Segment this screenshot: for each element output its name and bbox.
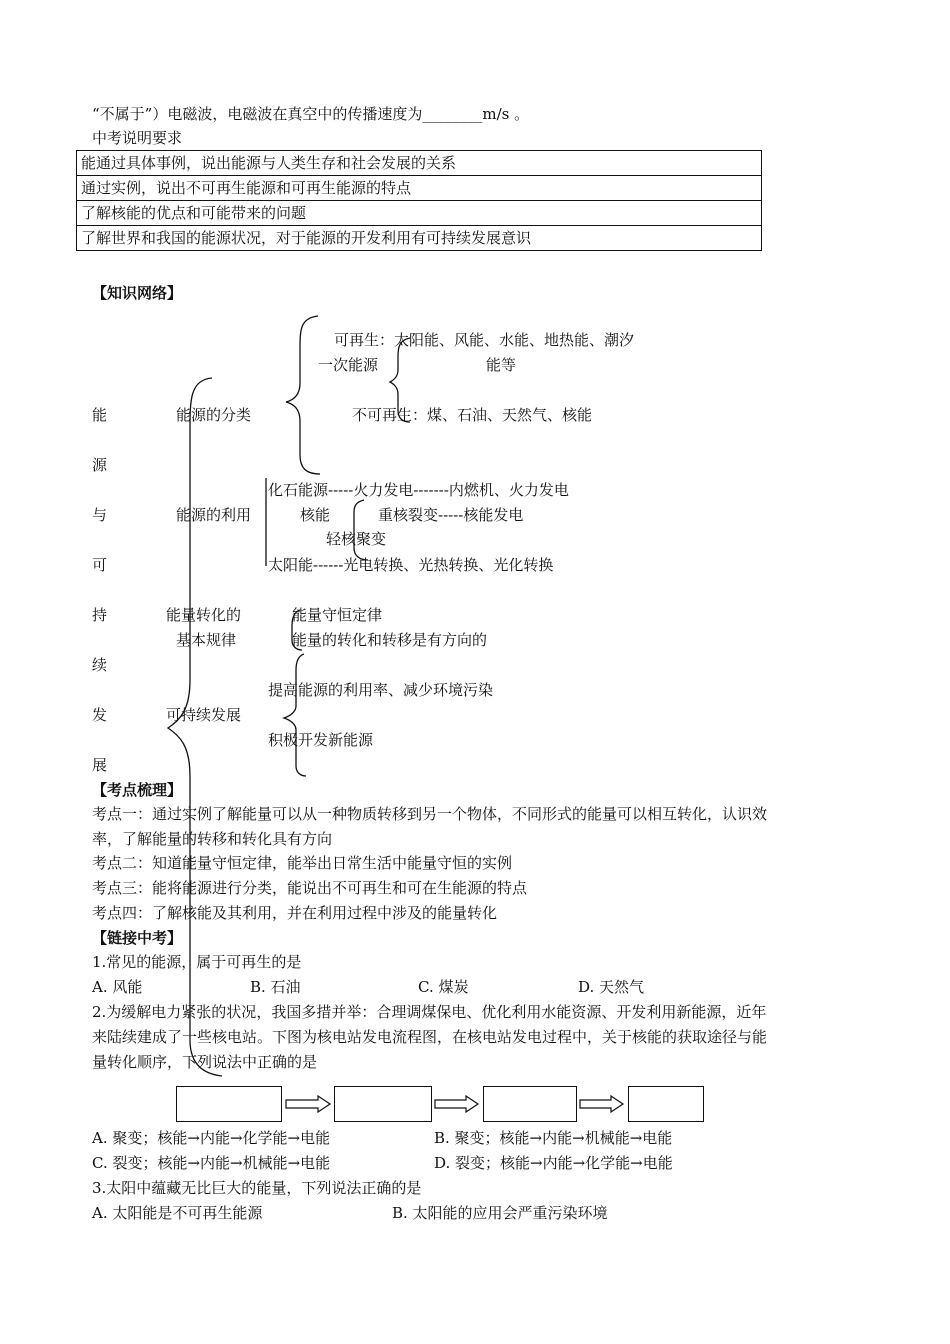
exam-link-heading: 【链接中考】 [92,929,183,947]
flow-arrow [435,1096,478,1112]
node-classification: 能源的分类 [176,406,252,424]
q2-option-d: D. 裂变；核能→内能→化学能→电能 [434,1154,673,1172]
q2-option-a: A. 聚变；核能→内能→化学能→电能 [92,1129,331,1147]
node-fusion: 轻核聚变 [326,530,387,548]
node-law-1: 能量转化的 [166,606,242,624]
root-char: 发 [92,706,108,724]
q1-option-b: B. 石油 [250,978,301,996]
node-sustainable: 可持续发展 [166,706,242,724]
key-point-3: 考点三：能将能源进行分类，能说出不可再生和可在生能源的特点 [92,879,528,897]
requirements-title: 中考说明要求 [92,129,183,147]
knowledge-network-heading: 【知识网络】 [92,284,183,302]
key-points-heading: 【考点梳理】 [92,781,183,799]
root-char: 能 [92,406,108,424]
question-2-line1: 2.为缓解电力紧张的状况，我国多措并举：合理调煤保电、优化利用水能资源、开发利用新能源，近年 [92,1003,767,1021]
node-primary-energy: 一次能源 [318,356,379,374]
requirement-cell: 了解核能的优点和可能带来的问题 [77,201,762,226]
q2-option-b: B. 聚变；核能→内能→机械能→电能 [434,1129,673,1147]
key-point-1-line2: 率，了解能量的转移和转化具有方向 [92,830,333,848]
question-3: 3.太阳中蕴藏无比巨大的能量，下列说法正确的是 [92,1179,422,1197]
root-char: 与 [92,506,108,524]
node-utilization: 能源的利用 [176,506,252,524]
q3-option-b: B. 太阳能的应用会严重污染环境 [392,1204,608,1222]
node-renewable-1: 可再生：太阳能、风能、水能、地热能、潮汐 [334,331,635,349]
q1-option-c: C. 煤炭 [418,978,469,996]
flow-arrow [286,1096,330,1112]
key-point-4: 考点四：了解核能及其利用，并在利用过程中涉及的能量转化 [92,904,498,922]
node-nonrenewable: 不可再生：煤、石油、天然气、核能 [352,406,593,424]
node-nuclear: 核能 [300,506,331,524]
root-char: 源 [92,456,108,474]
question-1: 1.常见的能源，属于可再生的是 [92,953,302,971]
intro-line: “不属于”）电磁波，电磁波在真空中的传播速度为________m/s 。 [92,105,530,123]
question-2-line3: 量转化顺序，下列说法中正确的是 [92,1053,318,1071]
root-char: 持 [92,606,108,624]
root-char: 续 [92,656,108,674]
q2-option-c: C. 裂变；核能→内能→机械能→电能 [92,1154,331,1172]
node-solar: 太阳能------光电转换、光热转换、光化转换 [268,556,554,574]
node-renewable-2: 能等 [486,356,517,374]
root-char: 展 [92,756,108,774]
node-law-direction: 能量的转化和转移是有方向的 [292,631,488,649]
key-point-1-line1: 考点一：通过实例了解能量可以从一种物质转移到另一个物体，不同形式的能量可以相互转化，认识效 [92,805,768,823]
q3-option-a: A. 太阳能是不可再生能源 [92,1204,263,1222]
root-char: 可 [92,556,108,574]
node-fission: 重核裂变-----核能发电 [378,506,524,524]
key-point-2: 考点二：知道能量守恒定律，能举出日常生活中能量守恒的实例 [92,854,513,872]
requirement-cell: 能通过具体事例，说出能源与人类生存和社会发展的关系 [77,151,762,176]
node-fossil: 化石能源-----火力发电-------内燃机、火力发电 [268,481,569,499]
node-law-2: 基本规律 [176,631,237,649]
requirement-cell: 了解世界和我国的能源状况，对于能源的开发利用有可持续发展意识 [77,226,762,251]
requirement-cell: 通过实例，说出不可再生能源和可再生能源的特点 [77,176,762,201]
node-sustain-1: 提高能源的利用率、减少环境污染 [268,681,494,699]
node-law-conservation: 能量守恒定律 [292,606,383,624]
node-sustain-2: 积极开发新能源 [268,731,374,749]
flow-arrow [580,1096,623,1112]
q1-option-a: A. 风能 [92,978,143,996]
question-2-line2: 来陆续建成了一些核电站。下图为核电站发电流程图，在核电站发电过程中，关于核能的获取途径与能 [92,1028,768,1046]
q1-option-d: D. 天然气 [578,978,645,996]
